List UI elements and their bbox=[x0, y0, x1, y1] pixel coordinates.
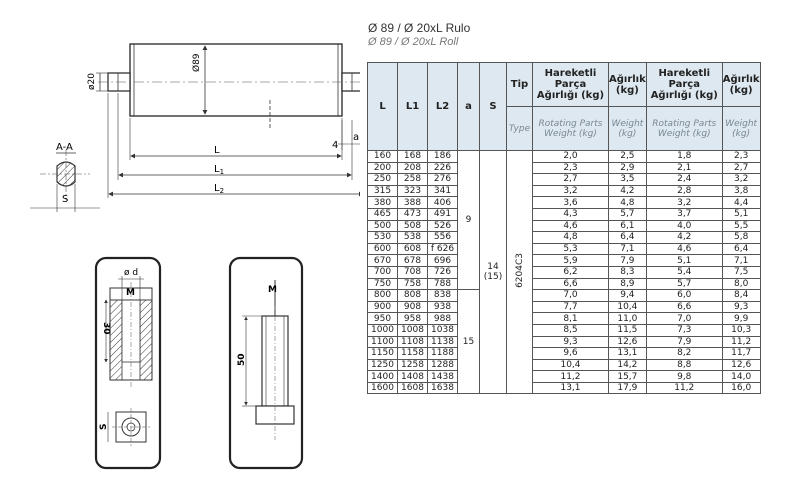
cell-l2: 726 bbox=[428, 266, 458, 278]
cell-rot2: 3,7 bbox=[646, 208, 722, 220]
shaft-m-label: M bbox=[268, 285, 277, 295]
cell-w1: 4,2 bbox=[609, 185, 647, 197]
col-w1: Ağırlık (kg) bbox=[609, 63, 647, 107]
cell-l2: 1638 bbox=[428, 382, 458, 394]
table-row bbox=[368, 185, 761, 197]
cell-l1: 808 bbox=[398, 290, 428, 302]
page-subtitle: Ø 89 / Ø 20xL Roll bbox=[368, 36, 459, 48]
table-row bbox=[368, 359, 761, 371]
cell-w2: 11,2 bbox=[722, 336, 760, 348]
cell-w1: 5,7 bbox=[609, 208, 647, 220]
cell-l: 315 bbox=[368, 185, 398, 197]
col-a: a bbox=[458, 63, 480, 151]
cell-l1: 958 bbox=[398, 313, 428, 325]
cell-l2: 276 bbox=[428, 174, 458, 186]
cell-w2: 7,1 bbox=[722, 255, 760, 267]
cell-w1: 13,1 bbox=[609, 348, 647, 360]
dim-a-label: a bbox=[353, 132, 360, 143]
section-aa bbox=[30, 142, 100, 212]
cell-l2: 526 bbox=[428, 220, 458, 232]
cell-l2: 1188 bbox=[428, 348, 458, 360]
cell-w2: 7,5 bbox=[722, 266, 760, 278]
roller-tube bbox=[130, 44, 342, 116]
spec-table-body bbox=[368, 151, 761, 394]
cell-l1: 1158 bbox=[398, 348, 428, 360]
cell-w1: 8,9 bbox=[609, 278, 647, 290]
cell-l: 200 bbox=[368, 162, 398, 174]
cell-rot1: 6,6 bbox=[533, 278, 609, 290]
cell-l: 1150 bbox=[368, 348, 398, 360]
cell-w1: 7,1 bbox=[609, 243, 647, 255]
cell-rot2: 7,3 bbox=[646, 324, 722, 336]
cell-rot1: 4,3 bbox=[533, 208, 609, 220]
cell-w1: 8,3 bbox=[609, 266, 647, 278]
cell-w1: 4,8 bbox=[609, 197, 647, 209]
shaft-diameter-label: ø20 bbox=[87, 73, 97, 90]
cell-l: 530 bbox=[368, 232, 398, 244]
cell-w2: 2,7 bbox=[722, 162, 760, 174]
cell-s: 14 (15) bbox=[480, 151, 507, 394]
cell-rot1: 3,6 bbox=[533, 197, 609, 209]
cell-l1: 608 bbox=[398, 243, 428, 255]
cell-l: 1250 bbox=[368, 359, 398, 371]
cell-rot2: 8,8 bbox=[646, 359, 722, 371]
col-w1-en: Weight (kg) bbox=[609, 107, 647, 151]
cell-rot2: 7,0 bbox=[646, 313, 722, 325]
cell-rot1: 2,3 bbox=[533, 162, 609, 174]
cell-w2: 6,4 bbox=[722, 243, 760, 255]
cell-l2: 406 bbox=[428, 197, 458, 209]
cell-rot1: 13,1 bbox=[533, 382, 609, 394]
cell-l: 250 bbox=[368, 174, 398, 186]
cell-rot2: 5,1 bbox=[646, 255, 722, 267]
cell-rot2: 8,2 bbox=[646, 348, 722, 360]
cell-w2: 11,7 bbox=[722, 348, 760, 360]
page-title: Ø 89 / Ø 20xL Rulo bbox=[368, 21, 471, 35]
col-l2: L2 bbox=[428, 63, 458, 151]
col-rot2: Hareketli Parça Ağırlığı (kg) bbox=[646, 63, 722, 107]
dim-l2-label: $L_2$ bbox=[214, 183, 225, 195]
table-row bbox=[368, 197, 761, 209]
cell-rot1: 4,8 bbox=[533, 232, 609, 244]
col-tip: Tip bbox=[507, 63, 533, 107]
cell-rot2: 9,8 bbox=[646, 371, 722, 383]
table-row bbox=[368, 290, 761, 302]
cell-rot2: 11,2 bbox=[646, 382, 722, 394]
cell-rot2: 4,0 bbox=[646, 220, 722, 232]
cell-w2: 10,3 bbox=[722, 324, 760, 336]
cell-l2: 938 bbox=[428, 301, 458, 313]
cell-w2: 2,3 bbox=[722, 151, 760, 163]
cell-w1: 10,4 bbox=[609, 301, 647, 313]
depth-30-label: 30 bbox=[101, 322, 111, 335]
cell-rot1: 8,1 bbox=[533, 313, 609, 325]
detail-shaft bbox=[230, 258, 302, 468]
table-row bbox=[368, 371, 761, 383]
col-w2: Ağırlık (kg) bbox=[722, 63, 760, 107]
section-label: A-A bbox=[56, 142, 73, 153]
cell-rot1: 7,0 bbox=[533, 290, 609, 302]
bore-d-label: ø d bbox=[124, 268, 139, 278]
cell-l: 750 bbox=[368, 278, 398, 290]
cell-w1: 12,6 bbox=[609, 336, 647, 348]
cell-rot1: 7,7 bbox=[533, 301, 609, 313]
cell-l2: 788 bbox=[428, 278, 458, 290]
cell-w1: 11,5 bbox=[609, 324, 647, 336]
cell-w2: 5,8 bbox=[722, 232, 760, 244]
cell-w2: 14,0 bbox=[722, 371, 760, 383]
cell-w1: 6,4 bbox=[609, 232, 647, 244]
cell-l1: 508 bbox=[398, 220, 428, 232]
end-s-label: S bbox=[99, 423, 109, 430]
cell-l1: 388 bbox=[398, 197, 428, 209]
section-s-label: S bbox=[62, 194, 69, 205]
col-l1: L1 bbox=[398, 63, 428, 151]
dim-4-label: 4 bbox=[332, 140, 339, 151]
cell-type bbox=[507, 151, 533, 394]
cell-w2: 8,4 bbox=[722, 290, 760, 302]
cell-w1: 15,7 bbox=[609, 371, 647, 383]
cell-w2: 3,8 bbox=[722, 185, 760, 197]
table-row bbox=[368, 243, 761, 255]
cell-rot2: 2,8 bbox=[646, 185, 722, 197]
cell-w1: 17,9 bbox=[609, 382, 647, 394]
cell-l: 380 bbox=[368, 197, 398, 209]
cell-l2: f 626 bbox=[428, 243, 458, 255]
cell-w2: 3,2 bbox=[722, 174, 760, 186]
cell-l1: 473 bbox=[398, 208, 428, 220]
col-w2-en: Weight (kg) bbox=[722, 107, 760, 151]
cell-l1: 323 bbox=[398, 185, 428, 197]
cell-l1: 258 bbox=[398, 174, 428, 186]
detail-bore bbox=[96, 258, 160, 468]
cell-l1: 1008 bbox=[398, 324, 428, 336]
cell-l2: 556 bbox=[428, 232, 458, 244]
col-type-en: Type bbox=[507, 107, 533, 151]
cell-l: 1400 bbox=[368, 371, 398, 383]
table-row bbox=[368, 266, 761, 278]
cell-rot2: 2,4 bbox=[646, 174, 722, 186]
cell-rot1: 9,3 bbox=[533, 336, 609, 348]
table-row bbox=[368, 232, 761, 244]
cell-l: 700 bbox=[368, 266, 398, 278]
table-row bbox=[368, 174, 761, 186]
cell-rot1: 4,6 bbox=[533, 220, 609, 232]
cell-w2: 5,1 bbox=[722, 208, 760, 220]
table-row bbox=[368, 336, 761, 348]
table-row bbox=[368, 208, 761, 220]
cell-l: 1600 bbox=[368, 382, 398, 394]
cell-a: 9 bbox=[458, 151, 480, 290]
cell-rot1: 9,6 bbox=[533, 348, 609, 360]
cell-l2: 1438 bbox=[428, 371, 458, 383]
thread-m-label: M bbox=[126, 288, 135, 298]
cell-a: 15 bbox=[458, 290, 480, 394]
cell-l2: 491 bbox=[428, 208, 458, 220]
cell-l2: 838 bbox=[428, 290, 458, 302]
cell-rot1: 11,2 bbox=[533, 371, 609, 383]
cell-w1: 7,9 bbox=[609, 255, 647, 267]
table-row bbox=[368, 151, 761, 163]
table-row bbox=[368, 382, 761, 394]
cell-l1: 1608 bbox=[398, 382, 428, 394]
cell-l1: 1108 bbox=[398, 336, 428, 348]
cell-l: 950 bbox=[368, 313, 398, 325]
roll-diameter-label: Ø89 bbox=[192, 53, 202, 72]
dim-l1-label: $L_1$ bbox=[214, 164, 225, 176]
cell-rot1: 5,3 bbox=[533, 243, 609, 255]
cell-l1: 908 bbox=[398, 301, 428, 313]
cell-rot1: 2,0 bbox=[533, 151, 609, 163]
cell-l2: 988 bbox=[428, 313, 458, 325]
cell-w1: 2,9 bbox=[609, 162, 647, 174]
cell-rot2: 1,8 bbox=[646, 151, 722, 163]
cell-l2: 1038 bbox=[428, 324, 458, 336]
cell-w2: 5,5 bbox=[722, 220, 760, 232]
cell-l: 600 bbox=[368, 243, 398, 255]
cell-l1: 1258 bbox=[398, 359, 428, 371]
technical-drawings bbox=[0, 0, 360, 493]
cell-w2: 9,3 bbox=[722, 301, 760, 313]
cell-w2: 9,9 bbox=[722, 313, 760, 325]
table-row bbox=[368, 324, 761, 336]
col-rot2-en: Rotating Parts Weight (kg) bbox=[646, 107, 722, 151]
cell-l: 900 bbox=[368, 301, 398, 313]
spec-table bbox=[367, 62, 761, 394]
cell-w1: 14,2 bbox=[609, 359, 647, 371]
cell-l1: 1408 bbox=[398, 371, 428, 383]
table-row bbox=[368, 313, 761, 325]
table-row bbox=[368, 278, 761, 290]
cell-rot1: 6,2 bbox=[533, 266, 609, 278]
cell-rot2: 4,6 bbox=[646, 243, 722, 255]
col-rot1-en: Rotating Parts Weight (kg) bbox=[533, 107, 609, 151]
cell-l1: 708 bbox=[398, 266, 428, 278]
cell-w2: 16,0 bbox=[722, 382, 760, 394]
cell-l: 160 bbox=[368, 151, 398, 163]
cell-rot2: 2,1 bbox=[646, 162, 722, 174]
cell-rot2: 7,9 bbox=[646, 336, 722, 348]
cell-rot2: 3,2 bbox=[646, 197, 722, 209]
cell-type-text: 6204C3 bbox=[514, 253, 525, 289]
col-l: L bbox=[368, 63, 398, 151]
cell-l: 670 bbox=[368, 255, 398, 267]
table-row bbox=[368, 348, 761, 360]
cell-rot2: 6,0 bbox=[646, 290, 722, 302]
cell-l: 1100 bbox=[368, 336, 398, 348]
len-50-label: 50 bbox=[237, 353, 247, 366]
cell-l2: 1288 bbox=[428, 359, 458, 371]
col-s: S bbox=[480, 63, 507, 151]
cell-rot1: 2,7 bbox=[533, 174, 609, 186]
cell-l1: 208 bbox=[398, 162, 428, 174]
cell-l1: 758 bbox=[398, 278, 428, 290]
cell-rot2: 4,2 bbox=[646, 232, 722, 244]
cell-l2: 696 bbox=[428, 255, 458, 267]
cell-l: 800 bbox=[368, 290, 398, 302]
dim-l-label: L bbox=[214, 145, 220, 156]
cell-l1: 538 bbox=[398, 232, 428, 244]
cell-w2: 12,6 bbox=[722, 359, 760, 371]
cell-rot1: 10,4 bbox=[533, 359, 609, 371]
table-row bbox=[368, 220, 761, 232]
cell-w1: 9,4 bbox=[609, 290, 647, 302]
cell-w1: 3,5 bbox=[609, 174, 647, 186]
cell-rot2: 6,6 bbox=[646, 301, 722, 313]
cell-l1: 168 bbox=[398, 151, 428, 163]
cell-w2: 8,0 bbox=[722, 278, 760, 290]
cell-l2: 1138 bbox=[428, 336, 458, 348]
cell-w1: 6,1 bbox=[609, 220, 647, 232]
cell-l: 1000 bbox=[368, 324, 398, 336]
cell-rot1: 3,2 bbox=[533, 185, 609, 197]
roller-side-view bbox=[87, 44, 360, 198]
table-row bbox=[368, 255, 761, 267]
cell-w1: 2,5 bbox=[609, 151, 647, 163]
cell-rot2: 5,4 bbox=[646, 266, 722, 278]
cell-w2: 4,4 bbox=[722, 197, 760, 209]
cell-l2: 186 bbox=[428, 151, 458, 163]
cell-l: 500 bbox=[368, 220, 398, 232]
cell-l1: 678 bbox=[398, 255, 428, 267]
table-row bbox=[368, 301, 761, 313]
cell-l2: 341 bbox=[428, 185, 458, 197]
cell-l: 465 bbox=[368, 208, 398, 220]
col-rot1: Hareketli Parça Ağırlığı (kg) bbox=[533, 63, 609, 107]
table-row bbox=[368, 162, 761, 174]
cell-l2: 226 bbox=[428, 162, 458, 174]
cell-w1: 11,0 bbox=[609, 313, 647, 325]
cell-rot1: 8,5 bbox=[533, 324, 609, 336]
cell-rot1: 5,9 bbox=[533, 255, 609, 267]
cell-rot2: 5,7 bbox=[646, 278, 722, 290]
